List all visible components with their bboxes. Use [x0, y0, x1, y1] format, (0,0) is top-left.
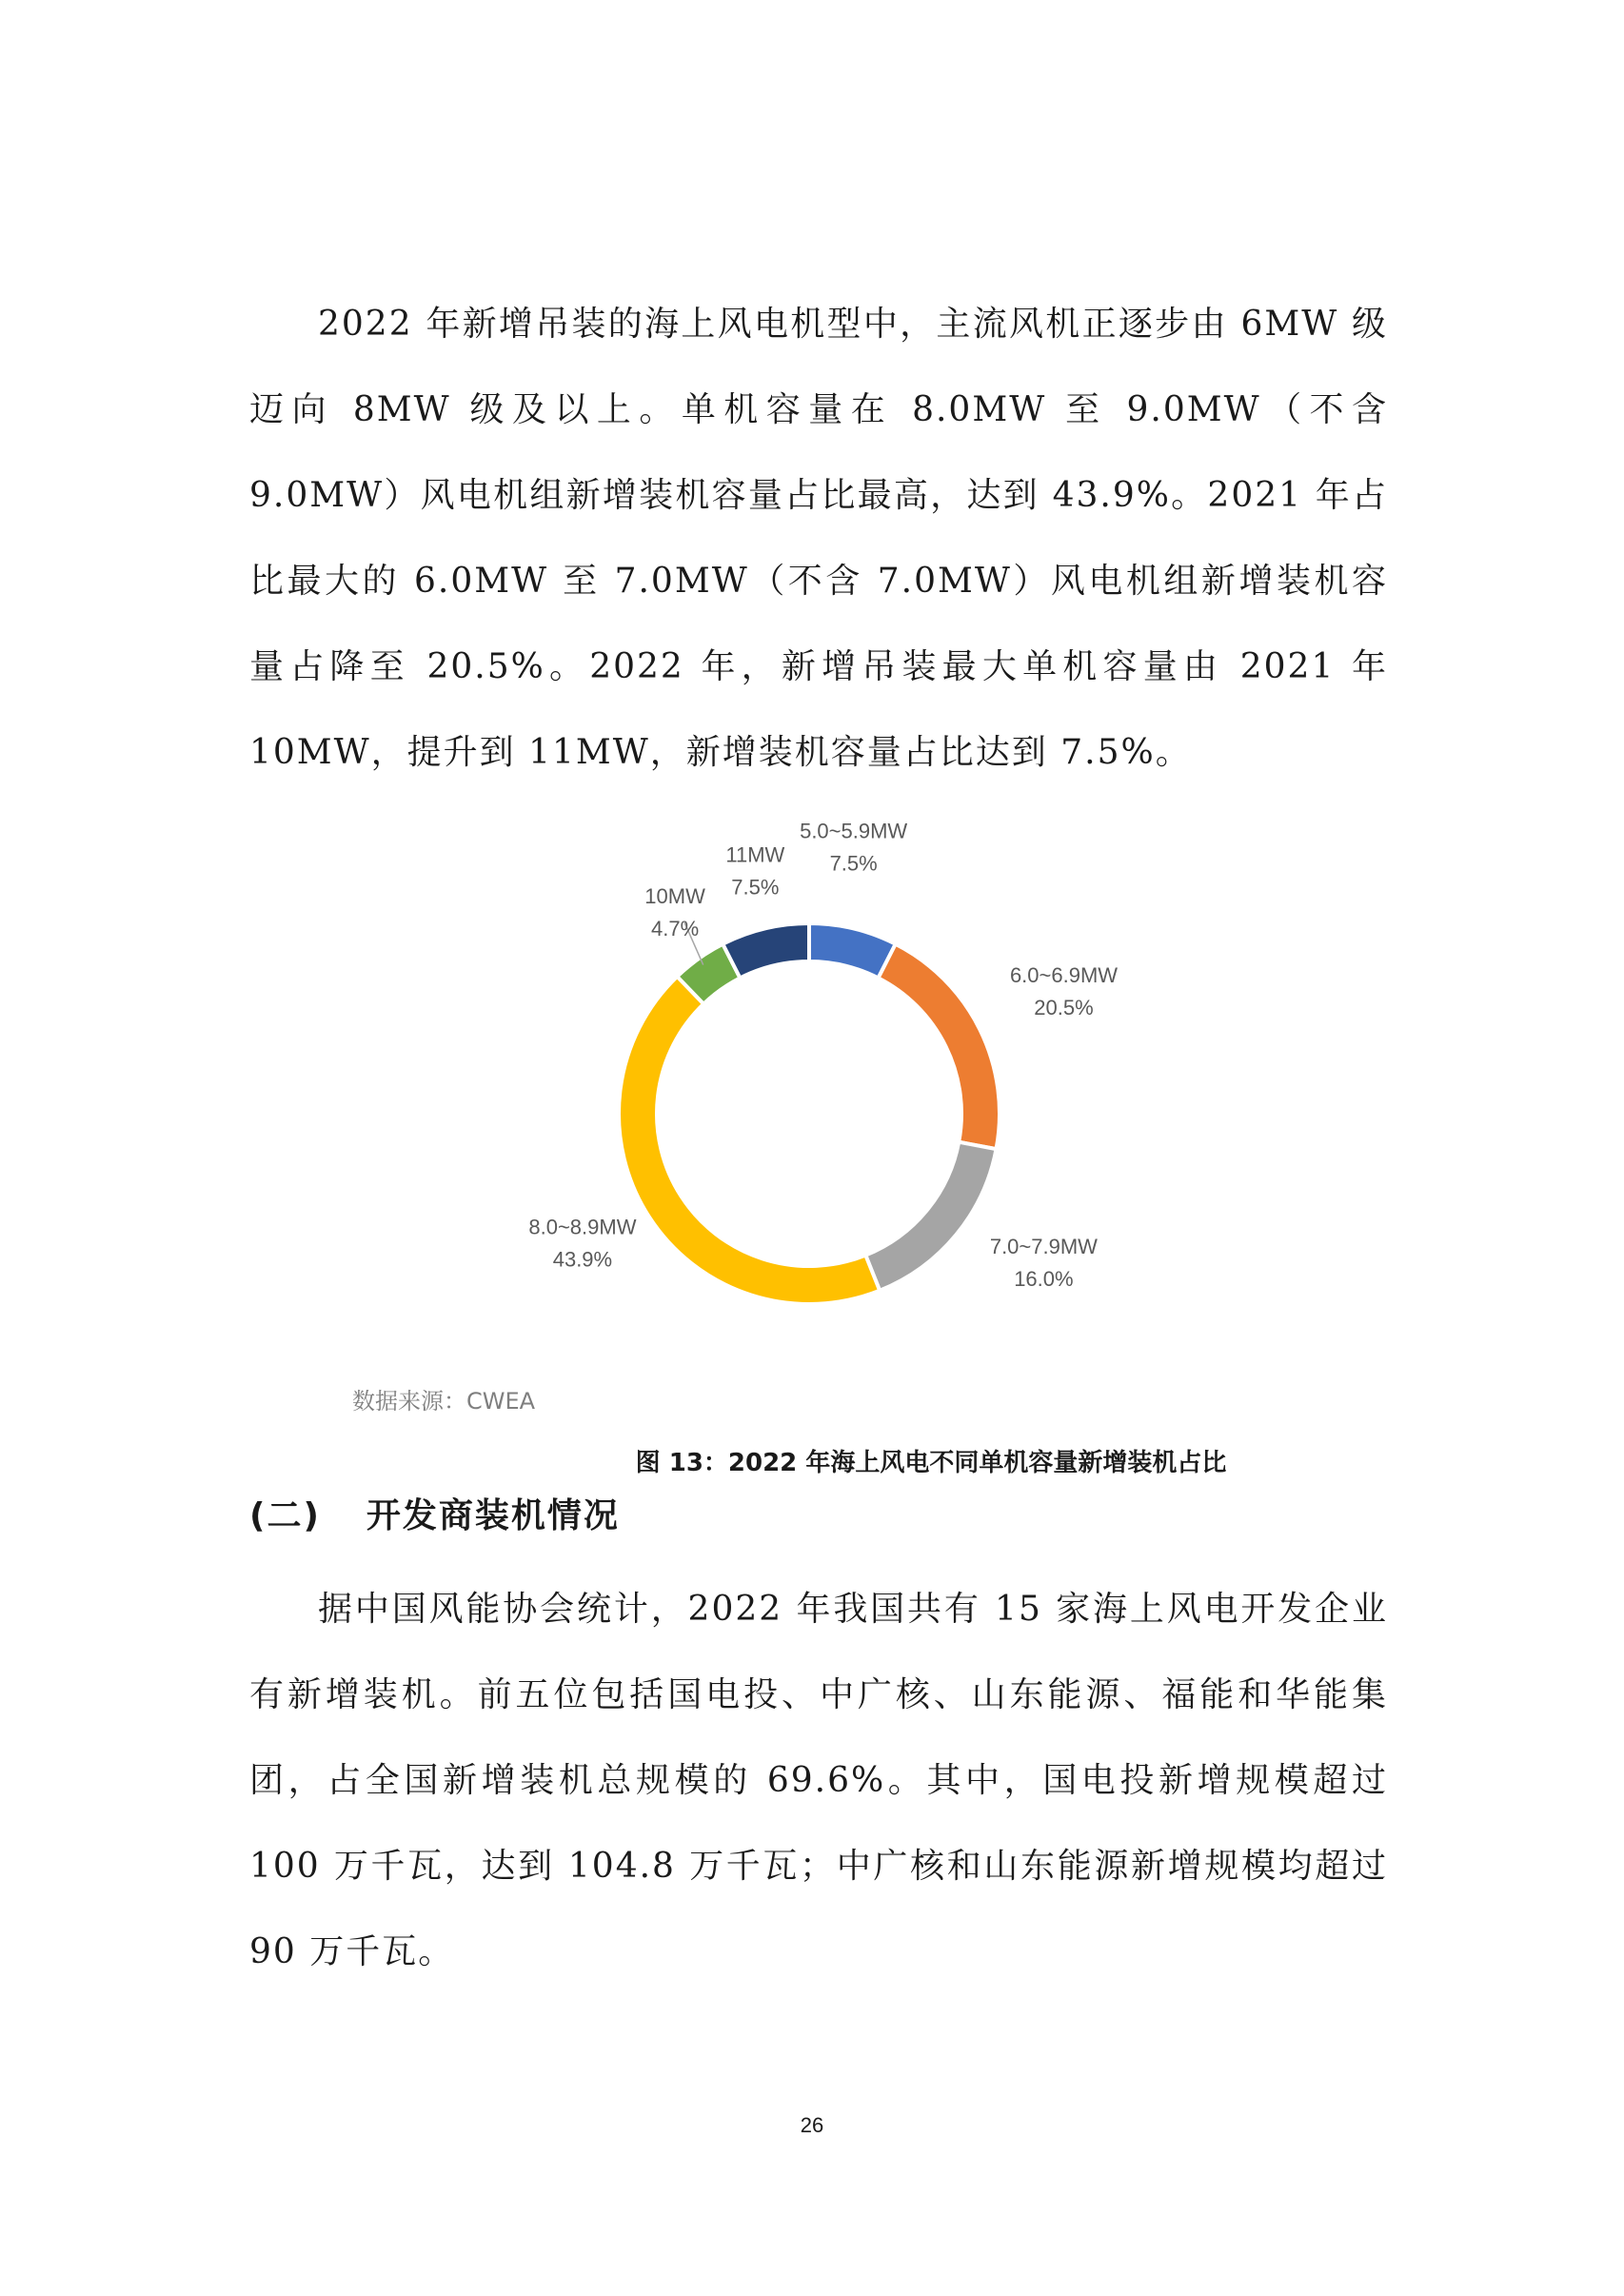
- donut-slice: [879, 944, 1000, 1149]
- donut-slice: [619, 977, 880, 1304]
- slice-value-label: 16.0%: [1014, 1267, 1074, 1292]
- figure-caption: 图 13：2022 年海上风电不同单机容量新增装机占比: [635, 1449, 1227, 1477]
- slice-category-label: 8.0~8.9MW: [528, 1215, 637, 1239]
- donut-chart: [457, 819, 1180, 1333]
- slice-value-label: 7.5%: [731, 875, 780, 900]
- slice-value-label: 43.9%: [552, 1247, 613, 1272]
- body-paragraph-2: 据中国风能协会统计，2022 年我国共有 15 家海上风电开发企业有新增装机。前五位包括国电投、中广核、山东能源、福能和华能集团，占全国新增装机总规模的 69.6%。其中，国电投新增规模超过 100 万千瓦，达到 104.8 万千瓦；中广核和山东能源新增规模均超过 90 万千瓦。: [249, 1590, 1388, 1971]
- slice-value-label: 20.5%: [1034, 995, 1094, 1019]
- page-number: 26: [800, 2113, 824, 2137]
- slice-category-label: 6.0~6.9MW: [1009, 962, 1119, 987]
- donut-slice: [723, 923, 809, 978]
- slice-category-label: 5.0~5.9MW: [800, 819, 908, 843]
- donut-slice: [865, 1142, 996, 1291]
- section-number: (二): [249, 1496, 321, 1535]
- slice-category-label: 11MW: [725, 842, 785, 867]
- slice-value-label: 4.7%: [650, 917, 700, 941]
- section-heading: [249, 1493, 620, 1540]
- section-title: 开发商装机情况: [366, 1496, 620, 1535]
- slice-category-label: 7.0~7.9MW: [989, 1235, 1098, 1259]
- body-paragraph-1: 2022 年新增吊装的海上风电机型中，主流风机正逐步由 6MW 级迈向 8MW 级及以上。单机容量在 8.0MW 至 9.0MW（不含 9.0MW）风电机组新增装机容量占比最高，达到 43.9%。2021 年占比最大的 6.0MW 至 7.0MW（不含 7.0MW）风电机组新增装机容量占降至 20.5%。2022 年，新增吊装最大单机容量由 2021 年 10MW，提升到 11MW，新增装机容量占比达到 7.5%。: [249, 305, 1388, 772]
- slice-value-label: 7.5%: [829, 851, 878, 876]
- data-source-note: 数据来源：CWEA: [352, 1388, 536, 1415]
- slice-category-label: 10MW: [644, 884, 705, 909]
